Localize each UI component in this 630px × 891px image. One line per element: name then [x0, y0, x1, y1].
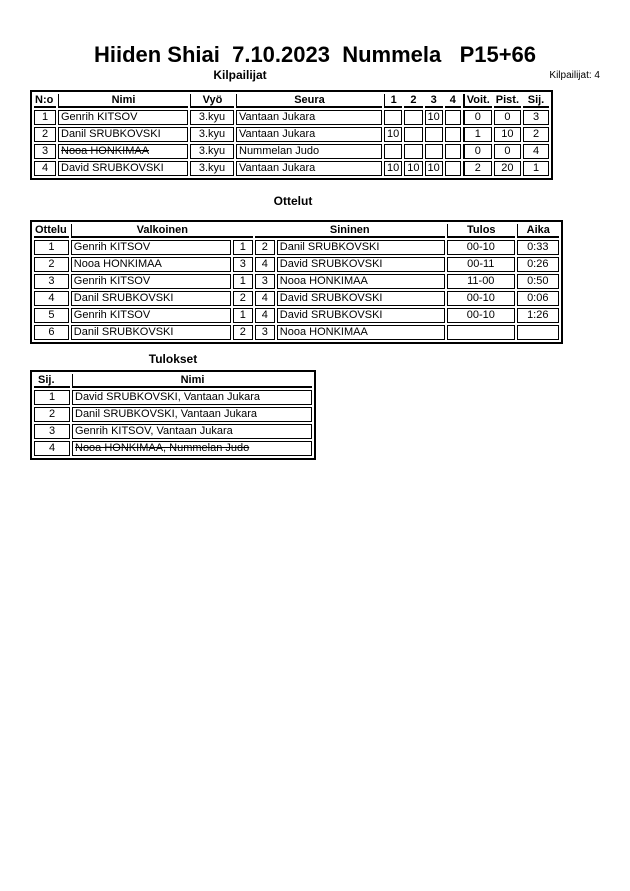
- competitors-count-label: Kilpailijat: 4: [549, 70, 600, 81]
- cell-white-name: Danil SRUBKOVSKI: [71, 325, 231, 340]
- cell-result: 00-11: [447, 257, 515, 272]
- cell-wins: 0: [463, 110, 492, 125]
- header-wins: Voit.: [463, 94, 492, 108]
- header-name: Nimi: [58, 94, 188, 108]
- competitors-section-title: Kilpailijat: [213, 68, 267, 82]
- cell-round-4: [445, 161, 461, 176]
- header-round-4: 4: [445, 94, 461, 108]
- matches-table: [30, 220, 563, 344]
- cell-round-3: 10: [425, 161, 443, 176]
- cell-no: 3: [34, 144, 56, 159]
- cell-points: 0: [494, 144, 521, 159]
- cell-result: 00-10: [447, 308, 515, 323]
- match-row: [34, 274, 559, 289]
- result-row: [34, 407, 312, 422]
- cell-white-no: 1: [233, 240, 253, 255]
- cell-name: Genrih KITSOV, Vantaan Jukara: [72, 424, 312, 439]
- cell-round-3: [425, 127, 443, 142]
- header-points: Pist.: [495, 94, 519, 106]
- cell-white-name: Nooa HONKIMAA: [71, 257, 231, 272]
- cell-round-2: [404, 127, 422, 142]
- cell-round-4: [445, 110, 461, 125]
- results-header-row: [34, 374, 312, 388]
- cell-white-name: Genrih KITSOV: [71, 274, 231, 289]
- cell-result: [447, 325, 515, 340]
- cell-no: 4: [34, 161, 56, 176]
- competitor-row: [34, 110, 549, 125]
- cell-place: 3: [34, 424, 70, 439]
- header-name: Nimi: [72, 374, 312, 388]
- cell-white-no: 2: [233, 291, 253, 306]
- header-no: N:o: [34, 94, 56, 108]
- cell-blue-no: 4: [255, 291, 275, 306]
- cell-blue-name: David SRUBKOVSKI: [277, 291, 445, 306]
- cell-round-4: [445, 127, 461, 142]
- cell-belt: 3.kyu: [190, 161, 234, 176]
- cell-place: 2: [523, 127, 549, 142]
- cell-wins: 0: [463, 144, 492, 159]
- cell-white-name: Genrih KITSOV: [71, 308, 231, 323]
- cell-round-1: 10: [384, 127, 402, 142]
- cell-no: 2: [34, 127, 56, 142]
- cell-match-no: 5: [34, 308, 69, 323]
- cell-white-no: 1: [233, 274, 253, 289]
- cell-place: 4: [34, 441, 70, 456]
- cell-match-no: 4: [34, 291, 69, 306]
- cell-match-no: 2: [34, 257, 69, 272]
- match-row: [34, 325, 559, 340]
- cell-white-name: Danil SRUBKOVSKI: [71, 291, 231, 306]
- cell-name: Nooa HONKIMAA: [58, 144, 188, 159]
- header-place: Sij.: [34, 374, 70, 388]
- cell-time: [517, 325, 559, 340]
- cell-result: 11-00: [447, 274, 515, 289]
- cell-points: 20: [494, 161, 521, 176]
- cell-blue-name: David SRUBKOVSKI: [277, 308, 445, 323]
- results-section-title: Tulokset: [148, 352, 198, 366]
- cell-name: David SRUBKOVSKI, Vantaan Jukara: [72, 390, 312, 405]
- cell-round-2: [404, 144, 422, 159]
- cell-points: 10: [494, 127, 521, 142]
- cell-round-2: 10: [404, 161, 422, 176]
- cell-blue-name: David SRUBKOVSKI: [277, 257, 445, 272]
- cell-time: 0:50: [517, 274, 559, 289]
- header-blue: Sininen: [255, 224, 445, 238]
- cell-match-no: 6: [34, 325, 69, 340]
- cell-belt: 3.kyu: [190, 144, 234, 159]
- competitor-row: [34, 127, 549, 142]
- cell-place: 1: [34, 390, 70, 405]
- cell-blue-name: Nooa HONKIMAA: [277, 274, 445, 289]
- cell-blue-no: 4: [255, 308, 275, 323]
- cell-blue-no: 3: [255, 325, 275, 340]
- header-time: Aika: [517, 224, 559, 238]
- cell-name: Danil SRUBKOVSKI, Vantaan Jukara: [72, 407, 312, 422]
- header-white: Valkoinen: [71, 224, 253, 238]
- cell-blue-name: Danil SRUBKOVSKI: [277, 240, 445, 255]
- result-row: [34, 441, 312, 456]
- cell-name: Nooa HONKIMAA, Nummelan Judo: [72, 441, 312, 456]
- cell-wins: 2: [463, 161, 492, 176]
- header-round-1: 1: [384, 94, 402, 108]
- cell-wins: 1: [463, 127, 492, 142]
- cell-result: 00-10: [447, 240, 515, 255]
- match-row: [34, 240, 559, 255]
- page-title: Hiiden Shiai 7.10.2023 Nummela P15+66: [93, 42, 537, 67]
- match-row: [34, 257, 559, 272]
- match-row: [34, 308, 559, 323]
- cell-club: Vantaan Jukara: [236, 127, 382, 142]
- header-belt: Vyö: [190, 94, 234, 108]
- header-match: Ottelu: [35, 224, 67, 236]
- cell-blue-no: 3: [255, 274, 275, 289]
- cell-result: 00-10: [447, 291, 515, 306]
- cell-round-1: 10: [384, 161, 402, 176]
- result-row: [34, 424, 312, 439]
- cell-time: 1:26: [517, 308, 559, 323]
- competitors-table: [30, 90, 553, 180]
- cell-time: 0:33: [517, 240, 559, 255]
- cell-time: 0:26: [517, 257, 559, 272]
- header-round-2: 2: [404, 94, 422, 108]
- cell-place: 4: [523, 144, 549, 159]
- cell-points: 0: [494, 110, 521, 125]
- cell-match-no: 1: [34, 240, 69, 255]
- cell-white-no: 3: [233, 257, 253, 272]
- results-table: [30, 370, 316, 460]
- cell-round-2: [404, 110, 422, 125]
- header-round-3: 3: [425, 94, 443, 108]
- cell-round-1: [384, 110, 402, 125]
- header-result: Tulos: [447, 224, 515, 238]
- competitor-row: [34, 144, 549, 159]
- cell-name: Danil SRUBKOVSKI: [58, 127, 188, 142]
- header-place: Sij.: [523, 94, 549, 108]
- cell-match-no: 3: [34, 274, 69, 289]
- cell-round-4: [445, 144, 461, 159]
- cell-blue-name: Nooa HONKIMAA: [277, 325, 445, 340]
- cell-club: Vantaan Jukara: [236, 161, 382, 176]
- cell-round-1: [384, 144, 402, 159]
- cell-belt: 3.kyu: [190, 110, 234, 125]
- cell-belt: 3.kyu: [190, 127, 234, 142]
- cell-club: Vantaan Jukara: [236, 110, 382, 125]
- cell-place: 3: [523, 110, 549, 125]
- competitor-row: [34, 161, 549, 176]
- cell-place: 1: [523, 161, 549, 176]
- cell-no: 1: [34, 110, 56, 125]
- cell-blue-no: 2: [255, 240, 275, 255]
- matches-header-row: [34, 224, 559, 238]
- cell-blue-no: 4: [255, 257, 275, 272]
- cell-name: Genrih KITSOV: [58, 110, 188, 125]
- match-row: [34, 291, 559, 306]
- result-row: [34, 390, 312, 405]
- cell-round-3: [425, 144, 443, 159]
- cell-time: 0:06: [517, 291, 559, 306]
- competitors-header-row: [34, 94, 549, 108]
- cell-white-no: 2: [233, 325, 253, 340]
- cell-club: Nummelan Judo: [236, 144, 382, 159]
- cell-white-no: 1: [233, 308, 253, 323]
- matches-section-title: Ottelut: [273, 194, 313, 208]
- header-club: Seura: [236, 94, 382, 108]
- cell-white-name: Genrih KITSOV: [71, 240, 231, 255]
- cell-name: David SRUBKOVSKI: [58, 161, 188, 176]
- cell-place: 2: [34, 407, 70, 422]
- cell-round-3: 10: [425, 110, 443, 125]
